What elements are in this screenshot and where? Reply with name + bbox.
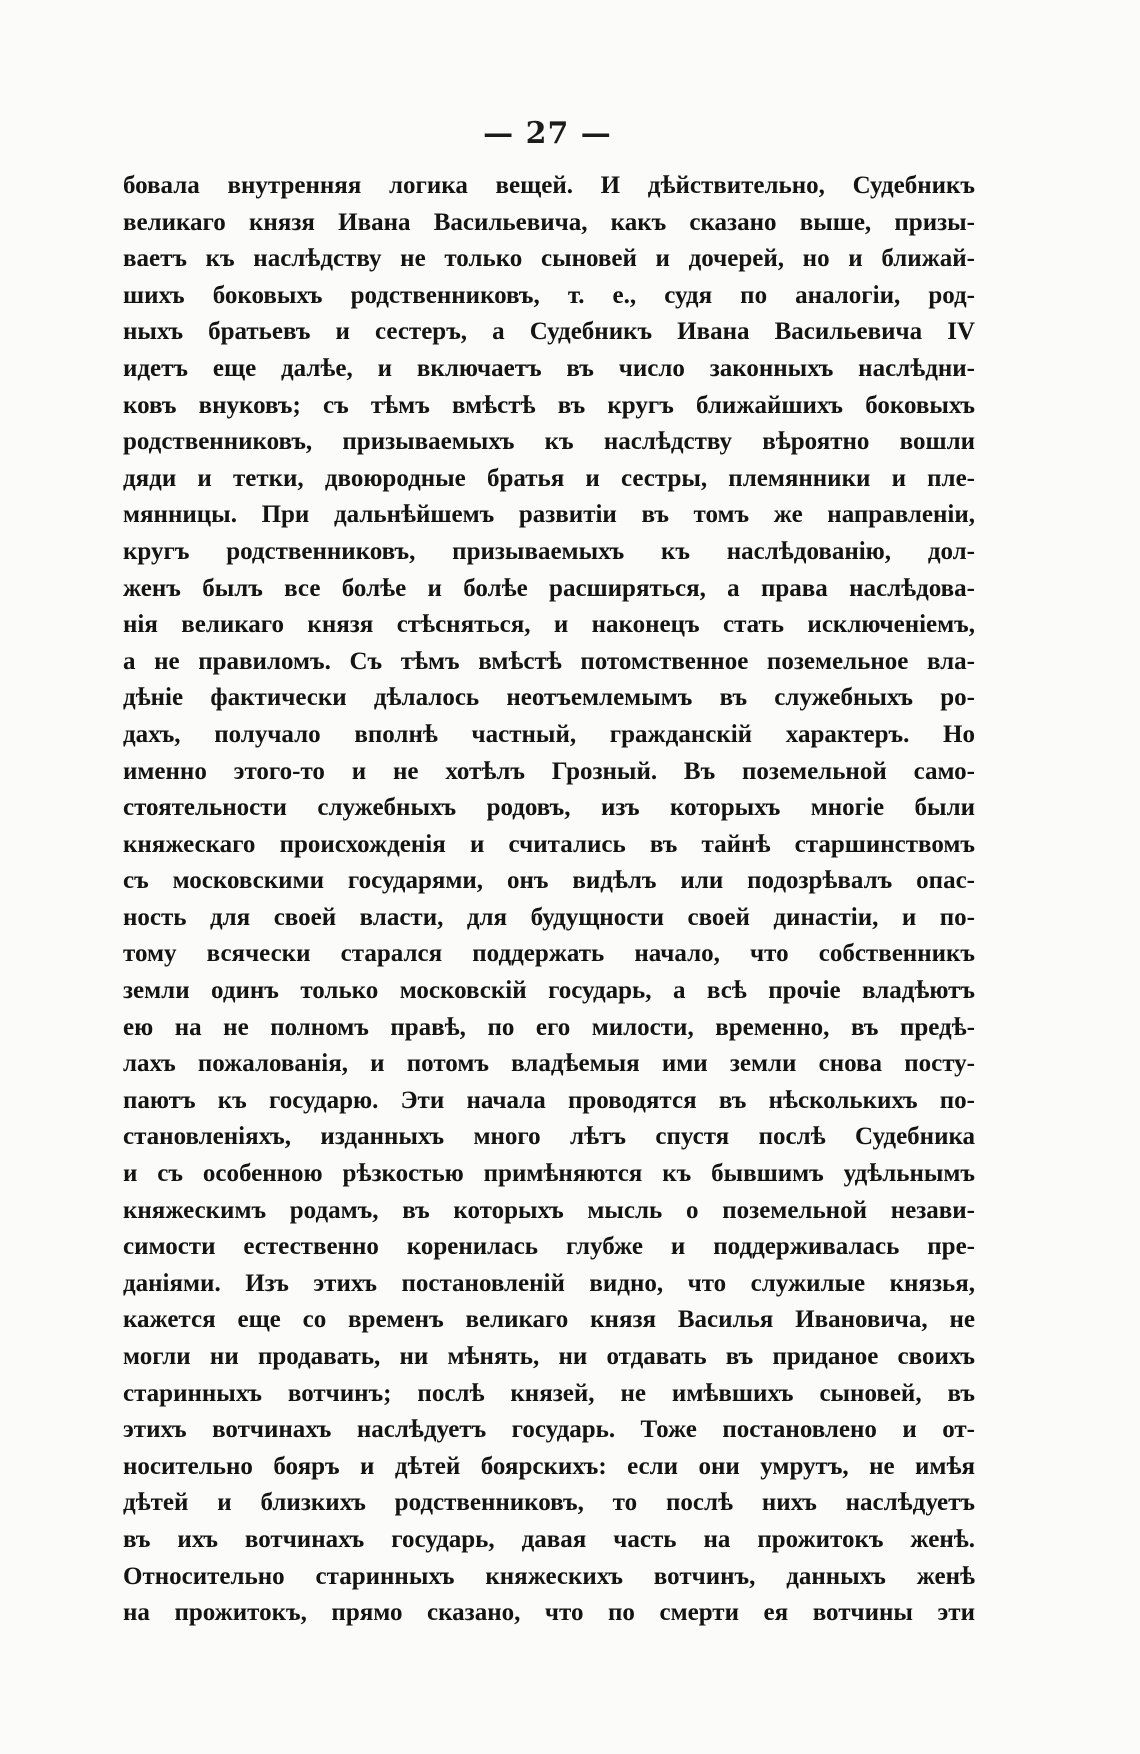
text-line: на прожитокъ, прямо сказано, что по смерти ея вотчины эти [123, 1599, 975, 1627]
text-line: и съ особенною рѣзкостью примѣняются къ бывшимъ удѣльнымъ [123, 1160, 975, 1188]
text-line: старинныхъ вотчинъ; послѣ князей, не имѣвшихъ сыновей, въ [123, 1379, 975, 1407]
text-line: княжескаго происхожденія и считались въ тайнѣ старшинствомъ [123, 830, 975, 858]
text-line: кажется еще со временъ великаго князя Василья Ивановича, не [123, 1306, 975, 1334]
text-line: дѣніе фактически дѣлалось неотъемлемымъ въ служебныхъ ро- [123, 684, 975, 712]
text-line: ность для своей власти, для будущности своей династіи, и по- [123, 903, 975, 931]
text-line: ковъ внуковъ; съ тѣмъ вмѣстѣ въ кругъ ближайшихъ боковыхъ [123, 391, 975, 419]
text-line: шихъ боковыхъ родственниковъ, т. е., судя по аналогіи, род- [123, 281, 975, 309]
text-line: Относительно старинныхъ княжескихъ вотчинъ, данныхъ женѣ [123, 1562, 975, 1590]
text-line: дахъ, получало вполнѣ частный, гражданскій характеръ. Но [123, 720, 975, 748]
text-line: нія великаго князя стѣсняться, и наконецъ стать исключеніемъ, [123, 611, 975, 639]
text-line: родственниковъ, призываемыхъ къ наслѣдству вѣроятно вошли [123, 428, 975, 456]
text-line: дѣтей и близкихъ родственниковъ, то послѣ нихъ наслѣдуетъ [123, 1489, 975, 1517]
text-line: именно этого-то и не хотѣлъ Грозный. Въ поземельной само- [123, 757, 975, 785]
text-line: ею на не полномъ правѣ, по его милости, временно, въ предѣ- [123, 1013, 975, 1041]
text-line: княжескимъ родамъ, въ которыхъ мысль о поземельной незави- [123, 1196, 975, 1224]
text-line: съ московскими государями, онъ видѣлъ или подозрѣвалъ опас- [123, 867, 975, 895]
text-line: бовала внутренняя логика вещей. И дѣйствительно, Судебникъ [123, 172, 975, 199]
text-line: мянницы. При дальнѣйшемъ развитіи въ томъ же направленіи, [123, 501, 975, 529]
text-line: женъ былъ все болѣе и болѣе расширяться, а права наслѣдова- [123, 574, 975, 602]
text-line: великаго князя Ивана Васильевича, какъ сказано выше, призы- [123, 208, 975, 236]
text-line: ваетъ къ наслѣдству не только сыновей и дочерей, но и ближай- [123, 245, 975, 273]
text-line: становленіяхъ, изданныхъ много лѣтъ спустя послѣ Судебника [123, 1123, 975, 1151]
text-line: дяди и тетки, двоюродные братья и сестры, племянники и пле- [123, 464, 975, 492]
text-line: даніями. Изъ этихъ постановленій видно, что служилые князья, [123, 1269, 975, 1297]
text-line: лахъ пожалованія, и потомъ владѣемыя ими земли снова посту- [123, 1050, 975, 1078]
text-line: идетъ еще далѣе, и включаетъ въ число законныхъ наслѣдни- [123, 354, 975, 382]
text-line: тому всячески старался поддержать начало, что собственникъ [123, 940, 975, 968]
text-line: а не правиломъ. Съ тѣмъ вмѣстѣ потомственное поземельное вла- [123, 647, 975, 675]
body-text [123, 168, 975, 1632]
text-line: носительно бояръ и дѣтей боярскихъ: если они умрутъ, не имѣя [123, 1452, 975, 1480]
text-line: могли ни продавать, ни мѣнять, ни отдавать въ приданое своихъ [123, 1343, 975, 1370]
text-line: этихъ вотчинахъ наслѣдуетъ государь. Тоже постановлено и от- [123, 1416, 975, 1444]
text-line: стоятельности служебныхъ родовъ, изъ которыхъ многіе были [123, 794, 975, 822]
text-line: паютъ къ государю. Эти начала проводятся въ нѣсколькихъ по- [123, 1086, 975, 1114]
text-line: въ ихъ вотчинахъ государь, давая часть на прожитокъ женѣ. [123, 1525, 975, 1553]
page-number: — 27 — [483, 116, 612, 151]
text-line: земли одинъ только московскій государь, а всѣ прочіе владѣютъ [123, 977, 975, 1005]
text-line: ныхъ братьевъ и сестеръ, а Судебникъ Ивана Васильевича IV [123, 318, 975, 346]
text-line: кругъ родственниковъ, призываемыхъ къ наслѣдованію, дол- [123, 537, 975, 565]
text-line: симости естественно коренилась глубже и поддерживалась пре- [123, 1233, 975, 1261]
